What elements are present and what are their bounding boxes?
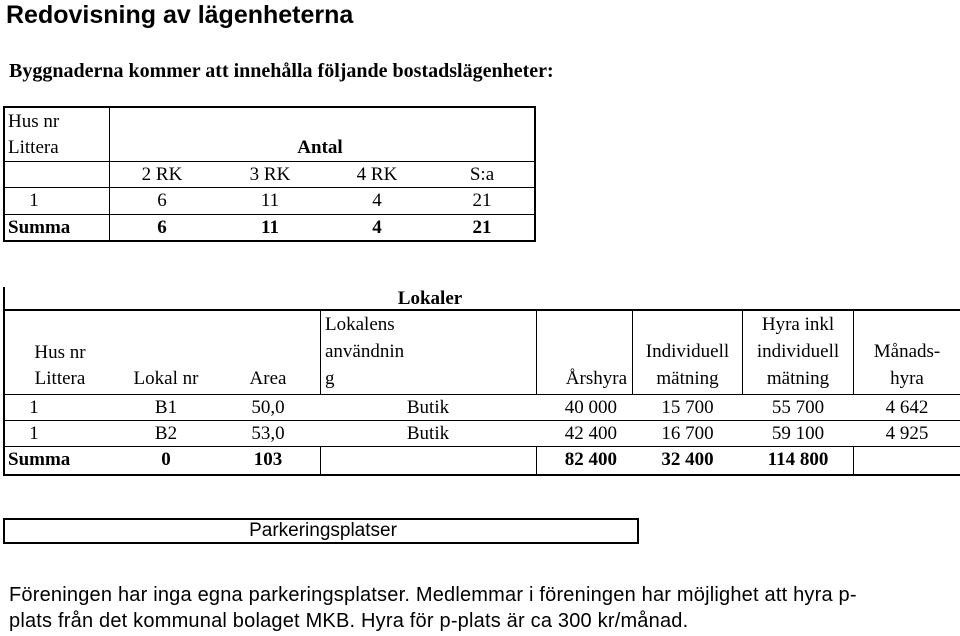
- premises-header-lokal-nr: Lokal nr: [133, 368, 199, 389]
- apartments-header-littera: Littera: [8, 137, 59, 158]
- premises-header-arshyra: Årshyra: [565, 368, 627, 389]
- premises-cell-arshyra: 42 400: [564, 423, 617, 444]
- premises-header-hyra-inkl: individuell: [756, 341, 840, 362]
- apartments-cell: 6: [157, 190, 167, 211]
- premises-cell-manadshyra: 4 925: [885, 423, 929, 444]
- premises-header-hus-nr: Hus nr: [34, 342, 86, 363]
- page-title: Redovisning av lägenheterna: [6, 1, 354, 29]
- premises-cell-lokal: B2: [154, 423, 178, 444]
- premises-header-littera: Littera: [34, 368, 86, 389]
- premises-total-individuell: 32 400: [661, 449, 714, 470]
- premises-cell-hyra-inkl: 59 100: [771, 423, 825, 444]
- premises-header-anvandning: g: [325, 368, 335, 389]
- apartments-col-4rk: 4 RK: [356, 164, 398, 185]
- premises-total-arshyra: 82 400: [564, 449, 617, 470]
- premises-header-anvandning: Lokalens: [325, 314, 395, 335]
- premises-total-hyra-inkl: 114 800: [767, 449, 829, 470]
- premises-cell-arshyra: 40 000: [564, 397, 617, 418]
- premises-cell-hus: 1: [29, 423, 39, 444]
- apartments-col-3rk: 3 RK: [249, 164, 291, 185]
- apartments-row-label: 1: [29, 190, 39, 211]
- premises-heading: Lokaler: [397, 288, 463, 309]
- premises-cell-anvandning: Butik: [406, 423, 450, 444]
- page-subtitle: Byggnaderna kommer att innehålla följande bostadslägenheter:: [9, 60, 554, 82]
- premises-cell-hyra-inkl: 55 700: [771, 397, 825, 418]
- apartments-cell: 11: [260, 190, 280, 211]
- premises-total-area: 103: [253, 449, 283, 470]
- premises-header-manadshyra: hyra: [890, 368, 924, 389]
- premises-header-area: Area: [249, 368, 287, 389]
- premises-header-hyra-inkl: Hyra inkl: [761, 314, 835, 335]
- premises-cell-anvandning: Butik: [406, 397, 450, 418]
- apartments-col-sum: S:a: [469, 164, 495, 185]
- premises-header-manadshyra: Månads-: [873, 341, 941, 362]
- premises-total-label: Summa: [8, 449, 71, 470]
- apartments-cell: 21: [472, 190, 492, 211]
- premises-header-individuell: Individuell: [645, 341, 730, 362]
- parking-text-line2: plats från det kommunal bolaget MKB. Hyra för p-plats är ca 300 kr/månad.: [9, 610, 689, 632]
- apartments-total-cell: 21: [472, 217, 492, 238]
- apartments-total-label: Summa: [8, 217, 71, 238]
- parking-text-line1: Föreningen har inga egna parkeringsplatser. Medlemmar i föreningen har möjlighet att hyra p-: [9, 584, 857, 606]
- premises-header-individuell: mätning: [656, 368, 719, 389]
- apartments-header-hus-nr: Hus nr: [8, 111, 60, 132]
- premises-cell-individuell: 15 700: [661, 397, 714, 418]
- premises-cell-hus: 1: [29, 397, 39, 418]
- premises-cell-area: 50,0: [251, 397, 285, 418]
- apartments-header-antal: Antal: [297, 137, 343, 158]
- premises-cell-lokal: B1: [154, 397, 178, 418]
- apartments-total-cell: 11: [261, 217, 279, 238]
- apartments-cell: 4: [372, 190, 382, 211]
- premises-cell-area: 53,0: [251, 423, 285, 444]
- apartments-total-cell: 6: [157, 217, 167, 238]
- premises-cell-manadshyra: 4 642: [885, 397, 929, 418]
- parking-heading: Parkeringsplatser: [249, 520, 397, 541]
- premises-header-anvandning: användnin: [325, 341, 405, 362]
- premises-total-lokal: 0: [161, 449, 171, 470]
- apartments-col-2rk: 2 RK: [141, 164, 183, 185]
- apartments-total-cell: 4: [372, 217, 382, 238]
- premises-header-hyra-inkl: mätning: [766, 368, 830, 389]
- premises-cell-individuell: 16 700: [661, 423, 714, 444]
